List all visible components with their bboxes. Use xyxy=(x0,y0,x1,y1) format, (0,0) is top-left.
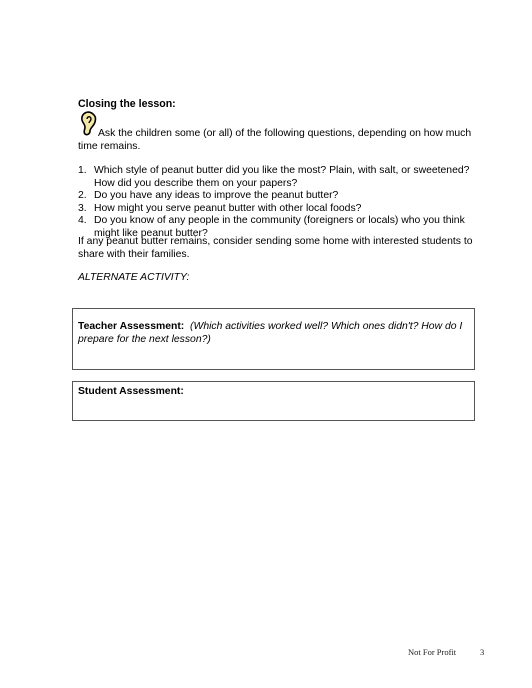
section-heading: Closing the lesson: xyxy=(78,98,176,110)
question-text: Do you know of any people in the community (foreigners or locals) who you think might like peanut butter? xyxy=(94,215,465,239)
teacher-assessment-content xyxy=(78,321,466,346)
intro-paragraph: Ask the children some (or all) of the following questions, depending on how much time remains. xyxy=(78,128,472,152)
followup-paragraph: If any peanut butter remains, consider sending some home with interested students to share with their families. xyxy=(78,236,473,260)
question-text: Do you have any ideas to improve the peanut butter? xyxy=(94,190,339,202)
footer-text: Not For Profit xyxy=(408,647,457,657)
question-text: Which style of peanut butter did you like the most? Plain, with salt, or sweetened? How did you describe them on your papers? xyxy=(94,165,470,189)
student-assessment-label: Student Assessment: xyxy=(78,386,184,397)
list-number: 4. xyxy=(78,215,87,227)
student-assessment-box xyxy=(72,381,475,421)
question-list xyxy=(78,165,478,241)
teacher-assessment-prompt: (Which activities worked well? Which ones didn't? How do I prepare for the next lesson?) xyxy=(78,321,463,345)
teacher-assessment-box xyxy=(72,308,475,370)
list-item xyxy=(78,165,478,190)
alternate-activity-heading: ALTERNATE ACTIVITY: xyxy=(78,272,190,283)
student-assessment-content xyxy=(78,386,466,399)
list-number: 3. xyxy=(78,202,87,214)
list-number: 2. xyxy=(78,190,87,202)
question-text: How might you serve peanut butter with other local foods? xyxy=(94,202,362,214)
list-item xyxy=(78,203,478,216)
teacher-assessment-label: Teacher Assessment: xyxy=(78,321,185,332)
list-item xyxy=(78,190,478,203)
list-number: 1. xyxy=(78,165,87,176)
page-number: 3 xyxy=(480,647,485,657)
